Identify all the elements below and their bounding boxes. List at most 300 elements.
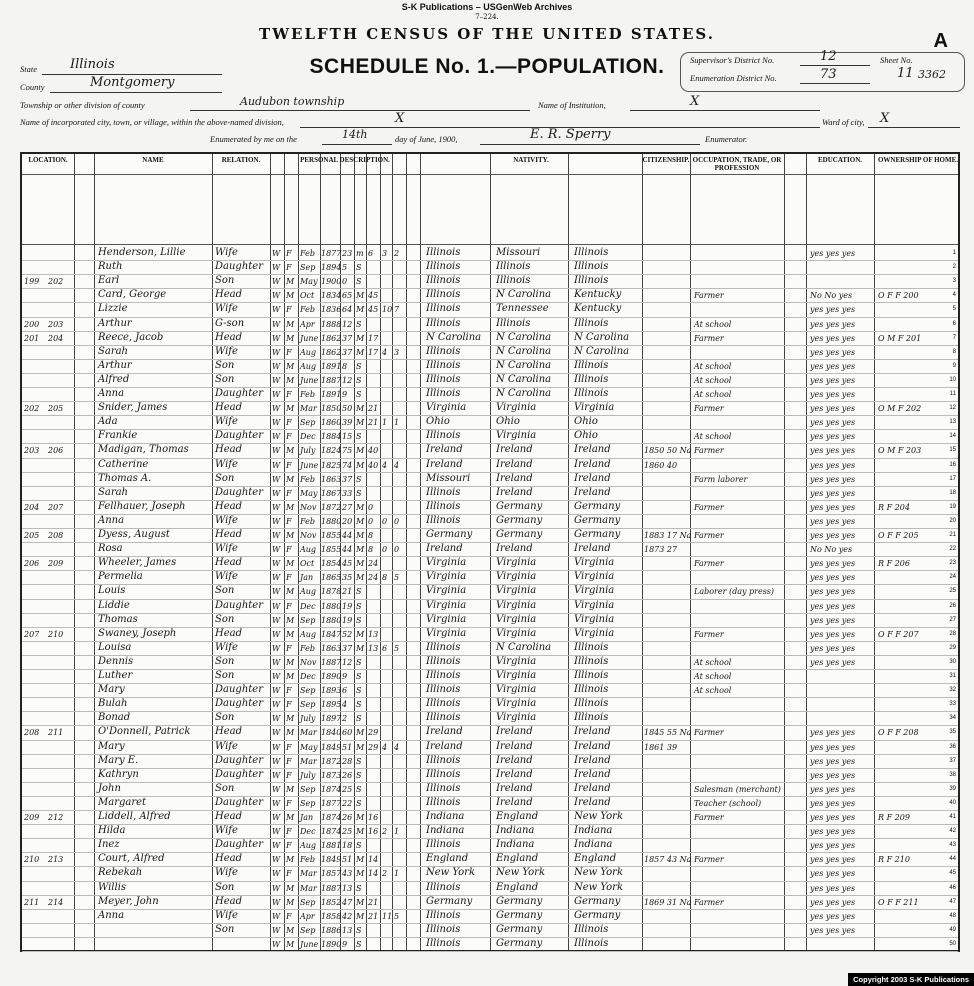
institution-label: Name of Institution, bbox=[538, 100, 606, 110]
marital-status: M bbox=[356, 446, 365, 456]
dwelling-number: 208 bbox=[24, 728, 40, 738]
person-name: Margaret bbox=[98, 796, 147, 808]
birth-year: 1878 bbox=[321, 587, 342, 597]
institution-value: X bbox=[690, 94, 700, 109]
person-name: Kathryn bbox=[98, 768, 139, 780]
education: yes yes yes bbox=[810, 474, 856, 484]
person-name: O'Donnell, Patrick bbox=[98, 726, 191, 738]
sex: F bbox=[286, 263, 292, 273]
row-number: 10 bbox=[949, 376, 956, 383]
birthplace: Ireland bbox=[426, 740, 463, 752]
sex: M bbox=[286, 813, 295, 822]
person-name: Snider, James bbox=[98, 402, 168, 414]
father-birthplace: Ireland bbox=[496, 768, 533, 780]
race: W bbox=[272, 291, 281, 301]
education: yes yes yes bbox=[810, 643, 856, 653]
birth-month: Apr bbox=[300, 319, 315, 329]
birthplace: Illinois bbox=[426, 303, 461, 315]
father-birthplace: Germany bbox=[496, 895, 543, 907]
mother-birthplace: Ireland bbox=[574, 740, 611, 752]
row-number: 45 bbox=[949, 870, 956, 877]
years-married: 6 bbox=[368, 249, 374, 258]
father-birthplace: Virginia bbox=[496, 613, 537, 625]
enumerator-value: E. R. Sperry bbox=[530, 127, 611, 142]
relation: Wife bbox=[215, 909, 238, 921]
person-name: Earl bbox=[98, 275, 120, 287]
birth-year: 1880 bbox=[321, 615, 342, 625]
county-label: County bbox=[20, 82, 45, 92]
marital-status: M bbox=[356, 742, 365, 752]
birthplace: Illinois bbox=[426, 317, 461, 329]
sex: M bbox=[286, 615, 295, 625]
education: yes yes yes bbox=[810, 516, 856, 526]
marital-status: S bbox=[356, 784, 362, 794]
sex: F bbox=[286, 347, 292, 357]
sex: M bbox=[286, 277, 295, 287]
birth-month: July bbox=[300, 714, 316, 724]
row-number: 36 bbox=[949, 743, 956, 750]
birthplace: Illinois bbox=[426, 881, 461, 893]
marital-status: M bbox=[356, 559, 365, 569]
race: W bbox=[272, 559, 281, 569]
father-birthplace: Virginia bbox=[496, 585, 537, 597]
mother-birthplace: Illinois bbox=[574, 359, 609, 371]
person-name: Alfred bbox=[98, 373, 130, 385]
birth-year: 1880 bbox=[321, 516, 342, 526]
father-birthplace: Virginia bbox=[496, 627, 537, 639]
father-birthplace: Illinois bbox=[496, 317, 531, 329]
birthplace: Ireland bbox=[426, 543, 463, 555]
birth-month: Dec bbox=[300, 432, 316, 442]
mother-birthplace: Illinois bbox=[574, 923, 609, 935]
marital-status: m bbox=[356, 249, 364, 258]
sex: M bbox=[286, 559, 295, 569]
father-birthplace: New York bbox=[496, 867, 545, 879]
birthplace: Ohio bbox=[426, 416, 450, 428]
birth-month: June bbox=[300, 333, 319, 343]
sex: M bbox=[286, 291, 295, 301]
education: yes yes yes bbox=[810, 531, 856, 540]
row-number: 11 bbox=[949, 391, 956, 397]
row-rule bbox=[22, 345, 958, 346]
mother-birthplace: Indiana bbox=[574, 825, 613, 837]
family-number: 206 bbox=[48, 446, 64, 456]
education: yes yes yes bbox=[810, 911, 856, 921]
race: W bbox=[272, 361, 281, 371]
enumerated-day: 14th bbox=[342, 128, 368, 141]
family-number: 209 bbox=[48, 559, 64, 569]
mother-birthplace: Virginia bbox=[574, 402, 615, 414]
age: 51 bbox=[342, 742, 353, 752]
row-rule bbox=[22, 570, 958, 571]
row-rule bbox=[22, 838, 958, 839]
person-name: Dennis bbox=[98, 655, 134, 667]
relation: Daughter bbox=[215, 796, 263, 808]
row-rule bbox=[22, 754, 958, 755]
mother-birthplace: Indiana bbox=[574, 839, 613, 851]
birth-month: Mar bbox=[300, 869, 317, 879]
race: W bbox=[272, 531, 281, 540]
father-birthplace: Ireland bbox=[496, 740, 533, 752]
father-birthplace: Germany bbox=[496, 500, 543, 512]
birth-year: 1895 bbox=[321, 700, 342, 710]
sex: M bbox=[286, 474, 295, 484]
age: 12 bbox=[342, 657, 353, 667]
sex: F bbox=[286, 756, 292, 766]
person-name: Catherine bbox=[98, 458, 149, 470]
relation: Head bbox=[215, 500, 243, 512]
birth-year: 1862 bbox=[321, 333, 342, 343]
years-married: 16 bbox=[368, 827, 379, 837]
birth-month: Sep bbox=[300, 615, 316, 625]
children-living: 5 bbox=[394, 573, 400, 583]
row-number: 8 bbox=[952, 348, 956, 355]
sheet-value: 11 bbox=[897, 66, 914, 81]
occupation: Farmer bbox=[694, 855, 724, 865]
marital-status: M bbox=[356, 869, 365, 879]
children-born: 0 bbox=[382, 516, 388, 526]
birth-year: 1854 bbox=[321, 559, 342, 569]
relation: Head bbox=[215, 402, 243, 414]
ward-value: X bbox=[880, 111, 890, 126]
occupation: Farmer bbox=[694, 559, 724, 569]
birth-month: Jan bbox=[300, 573, 314, 583]
birthplace: Illinois bbox=[426, 514, 461, 526]
father-birthplace: Ireland bbox=[496, 458, 533, 470]
census-table bbox=[20, 152, 960, 952]
mother-birthplace: Illinois bbox=[574, 655, 609, 667]
birthplace: Illinois bbox=[426, 655, 461, 667]
birth-month: Nov bbox=[300, 502, 317, 512]
row-rule bbox=[22, 373, 958, 374]
father-birthplace: Virginia bbox=[496, 599, 537, 611]
father-birthplace: Ireland bbox=[496, 796, 533, 808]
race: W bbox=[272, 516, 281, 526]
enumeration-value: 73 bbox=[820, 67, 837, 82]
relation: Son bbox=[215, 923, 235, 935]
mother-birthplace: Ireland bbox=[574, 458, 611, 470]
birthplace: Germany bbox=[426, 895, 473, 907]
years-married: 8 bbox=[368, 545, 374, 555]
education: yes yes yes bbox=[810, 446, 856, 456]
children-born: 10 bbox=[382, 305, 393, 315]
row-number: 28 bbox=[949, 630, 956, 637]
education: yes yes yes bbox=[810, 784, 856, 794]
row-rule bbox=[22, 584, 958, 585]
birth-year: 1887 bbox=[321, 883, 342, 893]
birth-year: 1847 bbox=[321, 629, 342, 639]
home-ownership: R F 210 bbox=[878, 855, 910, 865]
birthplace: Illinois bbox=[426, 839, 461, 851]
race: W bbox=[272, 784, 281, 794]
occupation: Teacher (school) bbox=[694, 798, 762, 808]
birth-year: 1900 bbox=[321, 277, 342, 287]
marital-status: M bbox=[356, 531, 365, 540]
person-name: Ruth bbox=[98, 261, 123, 273]
row-number: 19 bbox=[949, 503, 956, 510]
years-married: 17 bbox=[368, 333, 379, 343]
education: yes yes yes bbox=[810, 249, 856, 258]
father-birthplace: Virginia bbox=[496, 571, 537, 583]
birth-year: 1874 bbox=[321, 827, 342, 837]
occupation: Farmer bbox=[694, 502, 724, 512]
race: W bbox=[272, 601, 281, 611]
home-ownership: O F F 208 bbox=[878, 728, 919, 738]
immigration: 1850 50 Na bbox=[644, 446, 692, 456]
occupation: Farmer bbox=[694, 333, 724, 343]
birthplace: Ireland bbox=[426, 458, 463, 470]
mother-birthplace: Germany bbox=[574, 529, 621, 540]
person-name: Lizzie bbox=[98, 303, 128, 315]
years-married: 24 bbox=[368, 573, 379, 583]
relation: Son bbox=[215, 881, 235, 893]
row-rule bbox=[22, 415, 958, 416]
mother-birthplace: Illinois bbox=[574, 275, 609, 287]
race: W bbox=[272, 925, 281, 935]
mother-birthplace: Illinois bbox=[574, 641, 609, 653]
row-number: 14 bbox=[949, 433, 956, 440]
person-name: Thomas A. bbox=[98, 472, 152, 484]
schedule-title: SCHEDULE No. 1.—POPULATION. bbox=[309, 55, 665, 78]
sex: F bbox=[286, 686, 292, 696]
birth-month: Dec bbox=[300, 827, 316, 837]
marital-status: S bbox=[356, 615, 362, 625]
age: 43 bbox=[342, 869, 353, 879]
years-married: 16 bbox=[368, 813, 379, 822]
row-number: 17 bbox=[949, 475, 956, 482]
birthplace: Illinois bbox=[426, 670, 461, 681]
relation: Son bbox=[215, 472, 235, 484]
sex: F bbox=[286, 869, 292, 879]
row-number: 3 bbox=[952, 278, 956, 285]
race: W bbox=[272, 587, 281, 597]
row-number: 40 bbox=[949, 799, 956, 806]
row-rule bbox=[22, 740, 958, 741]
occupation: At school bbox=[694, 319, 732, 329]
mother-birthplace: Ireland bbox=[574, 486, 611, 498]
row-number: 7 bbox=[952, 334, 956, 341]
father-birthplace: Indiana bbox=[496, 839, 535, 851]
row-number: 20 bbox=[949, 517, 956, 524]
birthplace: Virginia bbox=[426, 571, 467, 583]
education: yes yes yes bbox=[810, 629, 856, 639]
row-number: 50 bbox=[949, 940, 956, 947]
father-birthplace: Illinois bbox=[496, 261, 531, 273]
race: W bbox=[272, 939, 281, 949]
age: 15 bbox=[342, 432, 353, 442]
age: 52 bbox=[342, 629, 353, 639]
father-birthplace: England bbox=[496, 853, 539, 865]
birth-year: 1877 bbox=[321, 249, 342, 258]
years-married: 40 bbox=[368, 446, 379, 456]
relation: Head bbox=[215, 331, 243, 343]
birth-year: 1874 bbox=[321, 813, 342, 822]
sex: M bbox=[286, 855, 295, 865]
birthplace: Illinois bbox=[426, 754, 461, 766]
years-married: 13 bbox=[368, 643, 379, 653]
row-rule bbox=[22, 768, 958, 769]
race: W bbox=[272, 488, 281, 498]
sex: F bbox=[286, 488, 292, 498]
dwelling-number: 206 bbox=[24, 559, 40, 569]
relation: Son bbox=[215, 373, 235, 385]
birthplace: Illinois bbox=[426, 359, 461, 371]
sex: M bbox=[286, 728, 295, 738]
row-number: 35 bbox=[949, 729, 956, 736]
immigration: 1869 31 Na bbox=[644, 897, 692, 907]
father-birthplace: Virginia bbox=[496, 712, 537, 724]
mother-birthplace: New York bbox=[574, 881, 623, 893]
marital-status: M bbox=[356, 897, 365, 907]
row-number: 25 bbox=[949, 588, 956, 595]
children-living: 4 bbox=[394, 460, 400, 470]
father-birthplace: N Carolina bbox=[496, 388, 552, 399]
row-rule bbox=[22, 937, 958, 938]
row-rule bbox=[22, 613, 958, 614]
education: yes yes yes bbox=[810, 827, 856, 837]
birthplace: Ireland bbox=[426, 444, 463, 456]
birth-year: 1891 bbox=[321, 390, 342, 399]
education: yes yes yes bbox=[810, 841, 856, 851]
occupation: At school bbox=[694, 361, 732, 371]
row-rule bbox=[22, 302, 958, 303]
sex: M bbox=[286, 319, 295, 329]
group-occupation: OCCUPATION, TRADE, OR PROFESSION bbox=[692, 156, 782, 172]
occupation: At school bbox=[694, 390, 732, 399]
birth-year: 1894 bbox=[321, 263, 342, 273]
row-number: 46 bbox=[949, 884, 956, 891]
birth-year: 1840 bbox=[321, 728, 342, 738]
mother-birthplace: Virginia bbox=[574, 613, 615, 625]
relation: Daughter bbox=[215, 486, 263, 498]
age: 4 bbox=[342, 700, 348, 710]
row-number: 9 bbox=[952, 362, 956, 369]
age: 75 bbox=[342, 446, 353, 456]
sex: F bbox=[286, 841, 292, 851]
home-ownership: R F 209 bbox=[878, 813, 910, 822]
birthplace: Missouri bbox=[426, 472, 471, 484]
age: 18 bbox=[342, 841, 353, 851]
education: yes yes yes bbox=[810, 587, 856, 597]
father-birthplace: Missouri bbox=[496, 247, 541, 258]
education: yes yes yes bbox=[810, 798, 856, 808]
race: W bbox=[272, 305, 281, 315]
person-name: Mary E. bbox=[98, 754, 139, 766]
row-number: 1 bbox=[952, 250, 956, 256]
age: 12 bbox=[342, 375, 353, 385]
marital-status: S bbox=[356, 277, 362, 287]
dwelling-number: 203 bbox=[24, 446, 40, 456]
mother-birthplace: Germany bbox=[574, 500, 621, 512]
sex: M bbox=[286, 404, 295, 414]
education: yes yes yes bbox=[810, 375, 856, 385]
row-rule bbox=[22, 909, 958, 910]
marital-status: M bbox=[356, 291, 365, 301]
age: 50 bbox=[342, 404, 353, 414]
race: W bbox=[272, 643, 281, 653]
row-number: 6 bbox=[952, 320, 956, 327]
education: yes yes yes bbox=[810, 347, 856, 357]
sex: M bbox=[286, 531, 295, 540]
birth-month: Oct bbox=[300, 291, 315, 301]
sex: F bbox=[286, 827, 292, 837]
relation: Wife bbox=[215, 571, 238, 583]
row-number: 22 bbox=[949, 546, 956, 553]
group-nativity: NATIVITY. bbox=[513, 156, 549, 164]
father-birthplace: N Carolina bbox=[496, 641, 552, 653]
person-name: Meyer, John bbox=[98, 895, 159, 907]
enumerated-label: Enumerated by me on the bbox=[210, 134, 297, 144]
birthplace: Virginia bbox=[426, 613, 467, 625]
row-rule bbox=[22, 542, 958, 543]
education: yes yes yes bbox=[810, 390, 856, 399]
education: yes yes yes bbox=[810, 305, 856, 315]
marital-status: M bbox=[356, 333, 365, 343]
row-rule bbox=[22, 881, 958, 882]
supervisor-label: Supervisor's District No. bbox=[690, 55, 775, 65]
home-ownership: O F F 207 bbox=[878, 629, 919, 639]
occupation: Salesman (merchant) bbox=[694, 784, 781, 794]
birth-year: 1873 bbox=[321, 770, 342, 780]
race: W bbox=[272, 460, 281, 470]
years-married: 0 bbox=[368, 516, 374, 526]
sex: F bbox=[286, 545, 292, 555]
occupation: At school bbox=[694, 657, 732, 667]
row-rule bbox=[22, 824, 958, 825]
father-birthplace: N Carolina bbox=[496, 373, 552, 385]
sheet-extra: 3362 bbox=[918, 68, 946, 81]
sex: F bbox=[286, 418, 292, 428]
age: 12 bbox=[342, 319, 353, 329]
row-number: 15 bbox=[949, 447, 956, 454]
birth-year: 1867 bbox=[321, 488, 342, 498]
children-living: 0 bbox=[394, 516, 400, 526]
race: W bbox=[272, 770, 281, 780]
birthplace: Illinois bbox=[426, 500, 461, 512]
family-number: 204 bbox=[48, 333, 64, 343]
person-name: Liddie bbox=[98, 599, 130, 611]
ward-label: Ward of city, bbox=[822, 117, 865, 127]
birthplace: Illinois bbox=[426, 937, 461, 949]
row-number: 41 bbox=[949, 814, 956, 820]
birthplace: Germany bbox=[426, 529, 473, 540]
row-number: 29 bbox=[949, 644, 956, 651]
marital-status: S bbox=[356, 883, 362, 893]
birth-year: 1877 bbox=[321, 798, 342, 808]
race: W bbox=[272, 263, 281, 273]
birthplace: Illinois bbox=[426, 782, 461, 794]
education: yes yes yes bbox=[810, 333, 856, 343]
dwelling-number: 210 bbox=[24, 855, 40, 865]
immigration: 1873 27 bbox=[644, 545, 678, 555]
relation: Head bbox=[215, 444, 243, 456]
birth-month: Sep bbox=[300, 418, 316, 428]
row-number: 39 bbox=[949, 785, 956, 792]
marital-status: S bbox=[356, 263, 362, 273]
sex: F bbox=[286, 601, 292, 611]
marital-status: S bbox=[356, 601, 362, 611]
person-name: Anna bbox=[98, 388, 125, 399]
race: W bbox=[272, 883, 281, 893]
father-birthplace: Ireland bbox=[496, 543, 533, 555]
race: W bbox=[272, 813, 281, 822]
birth-year: 1872 bbox=[321, 756, 342, 766]
age: 44 bbox=[342, 545, 353, 555]
education: yes yes yes bbox=[810, 770, 856, 780]
person-name: Fellhauer, Joseph bbox=[98, 500, 186, 512]
age: 5 bbox=[342, 263, 348, 273]
occupation: Farmer bbox=[694, 629, 724, 639]
